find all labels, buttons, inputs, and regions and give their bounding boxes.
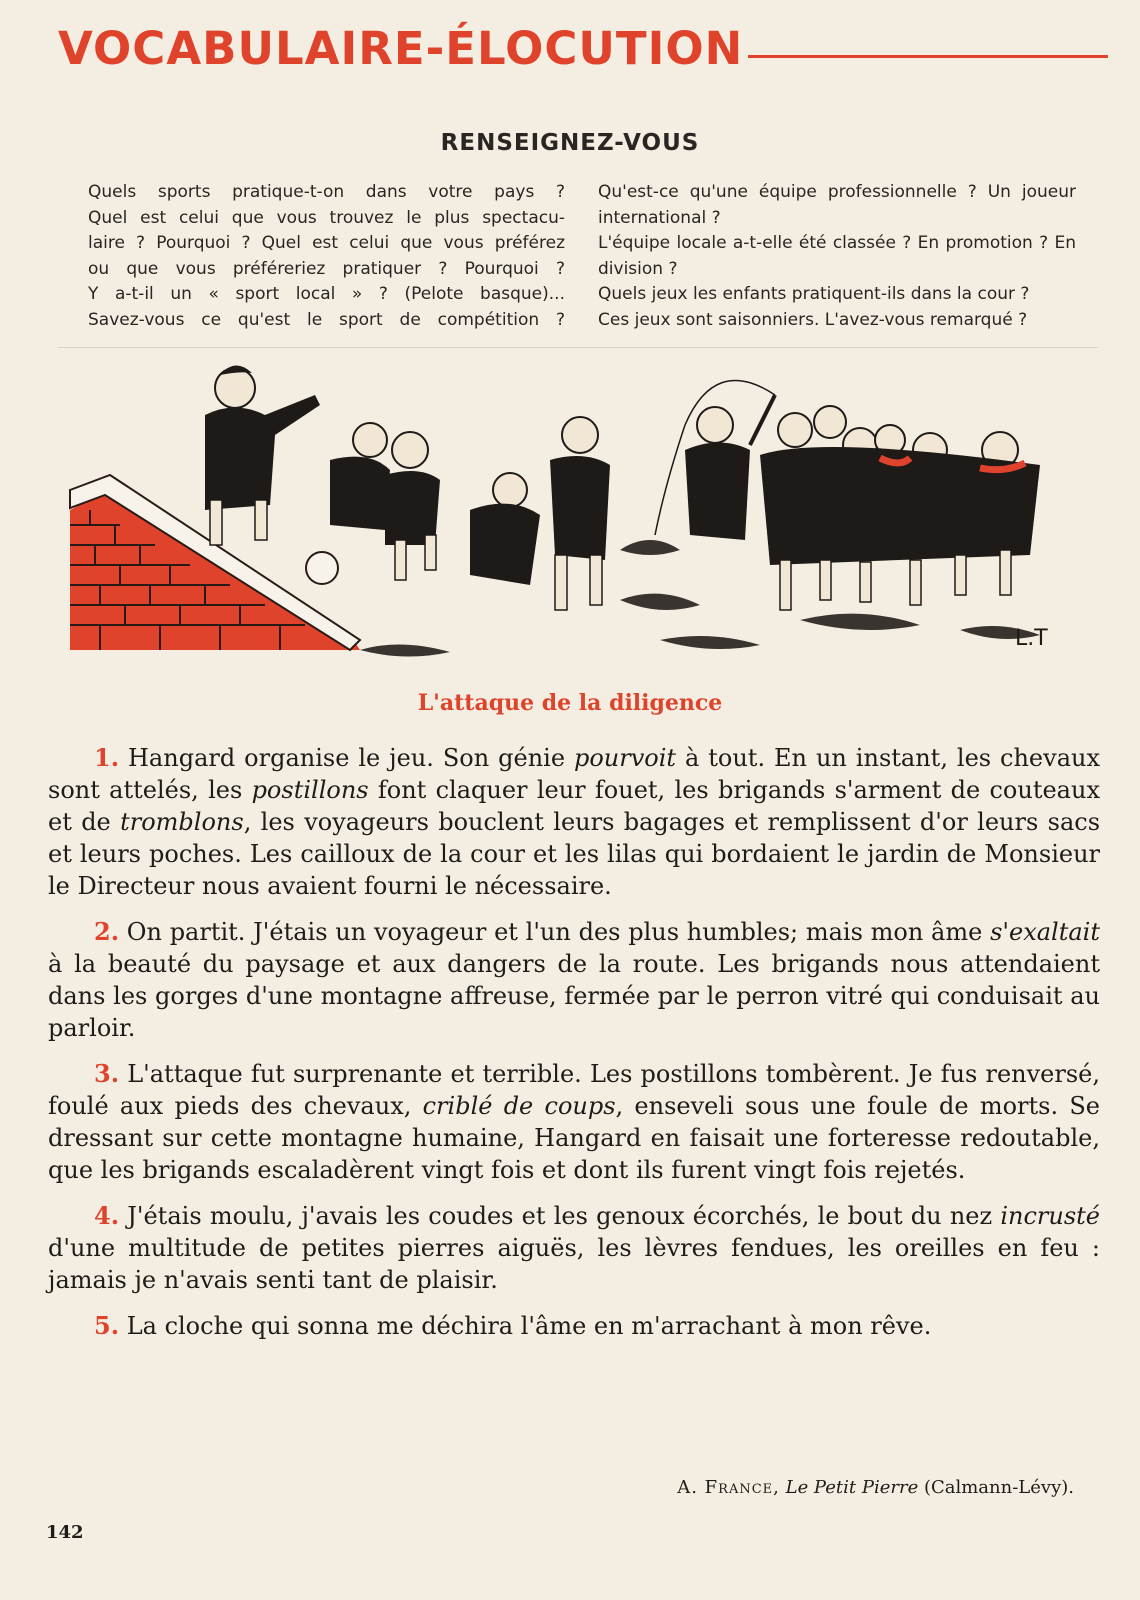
illustration-svg xyxy=(60,350,1090,680)
source-author: A. France, xyxy=(677,1477,780,1498)
paragraph-text: , les voyageurs bouclent leurs bagages et remplissent d'or leurs sacs et leurs poches. Les cailloux de la cour et les lilas qui bordaient le jardin de Monsieur le Directeur nous avaient fourni le nécessaire. xyxy=(48,808,1101,900)
reading-paragraph xyxy=(48,742,1100,902)
question-item: Qu'est-ce qu'une équipe professionnelle ? Un joueur international ? xyxy=(598,182,1076,228)
illustrator-signature: L.T xyxy=(1015,626,1048,651)
paragraph-text: Hangard organise le jeu. Son génie xyxy=(119,744,574,772)
italic-term: tromblons xyxy=(120,808,244,836)
italic-term: postillons xyxy=(251,776,369,804)
paragraph-text: d'une multitude de petites pierres aiguës, les lèvres fendues, les oreilles en feu : jamais je n'avais senti tant de plaisir. xyxy=(48,1234,1100,1294)
question-line: Y a-t-il un « sport local » ? (Pelote basque)... xyxy=(88,284,565,304)
paragraph-number: 2. xyxy=(94,917,120,946)
source-citation xyxy=(677,1477,1074,1498)
title-rule xyxy=(748,55,1108,58)
paragraph-text: font claquer leur fouet, les brigands s'arment de couteaux et de xyxy=(48,776,1100,836)
italic-term: incrusté xyxy=(1000,1202,1100,1230)
paragraph-text: , enseveli sous une foule de morts. Se dressant sur cette montagne humaine, Hangard en faisait une forteresse redoutable, que les brigands escaladèrent vingt fois et dont ils furent vingt fois rejetés. xyxy=(48,1092,1100,1184)
paragraph-text: à la beauté du paysage et aux dangers de la route. Les brigands nous attendaient dans les gorges d'une montagne affreuse, fermée par le perron vitré qui conduisait au parloir. xyxy=(48,950,1100,1042)
source-work: Le Petit Pierre xyxy=(785,1477,919,1498)
italic-term: s'exaltait xyxy=(990,918,1100,946)
paragraph-number: 1. xyxy=(94,743,120,772)
italic-term: criblé de coups xyxy=(422,1092,616,1120)
question-line: Quel est celui que vous trouvez le plus spectacu- xyxy=(88,207,565,228)
question-line: Quels sports pratique-t-on dans votre pays ? xyxy=(88,182,565,202)
page-header xyxy=(58,22,1108,82)
question-item: L'équipe locale a-t-elle été classée ? En promotion ? En division ? xyxy=(598,233,1076,279)
paragraph-text: à tout. En un instant, les chevaux sont attelés, les xyxy=(48,744,1100,804)
reading-text xyxy=(48,742,1100,1356)
paragraph-text: La cloche qui sonna me déchira l'âme en m'arrachant à mon rêve. xyxy=(119,1312,932,1340)
section-divider xyxy=(58,347,1098,348)
paragraph-text: On partit. J'étais un voyageur et l'un des plus humbles; mais mon âme xyxy=(119,918,991,946)
questions-right-column xyxy=(598,180,1076,333)
page-title: VOCABULAIRE-ÉLOCUTION xyxy=(58,22,744,75)
paragraph-text: J'étais moulu, j'avais les coudes et les genoux écorchés, le bout du nez xyxy=(119,1202,1001,1230)
question-line: laire ? Pourquoi ? Quel est celui que vous préférez xyxy=(88,233,565,253)
reading-paragraph xyxy=(48,916,1100,1044)
source-publisher: (Calmann-Lévy). xyxy=(923,1477,1074,1498)
question-line: ou que vous préféreriez pratiquer ? Pourquoi ? xyxy=(88,258,565,279)
section-subtitle: RENSEIGNEZ-VOUS xyxy=(440,130,700,156)
questions-left-column xyxy=(88,180,565,333)
reading-paragraph xyxy=(48,1310,1100,1342)
page-number: 142 xyxy=(46,1522,84,1543)
question-item: Quels jeux les enfants pratiquent-ils dans la cour ? xyxy=(598,284,1030,304)
illustration-children-playing xyxy=(60,350,1090,680)
question-item: Ces jeux sont saisonniers. L'avez-vous remarqué ? xyxy=(598,309,1028,330)
reading-paragraph xyxy=(48,1200,1100,1296)
reading-paragraph xyxy=(48,1058,1100,1186)
italic-term: pourvoit xyxy=(573,744,677,772)
paragraph-number: 3. xyxy=(94,1059,120,1088)
paragraph-text: L'attaque fut surprenante et terrible. Les postillons tombèrent. Je fus renversé, foulé aux pieds des chevaux, xyxy=(48,1060,1100,1120)
question-line: Savez-vous ce qu'est le sport de compétition ? xyxy=(88,309,565,330)
reading-title: L'attaque de la diligence xyxy=(417,690,723,716)
paragraph-number: 4. xyxy=(94,1201,120,1230)
paragraph-number: 5. xyxy=(94,1311,120,1340)
